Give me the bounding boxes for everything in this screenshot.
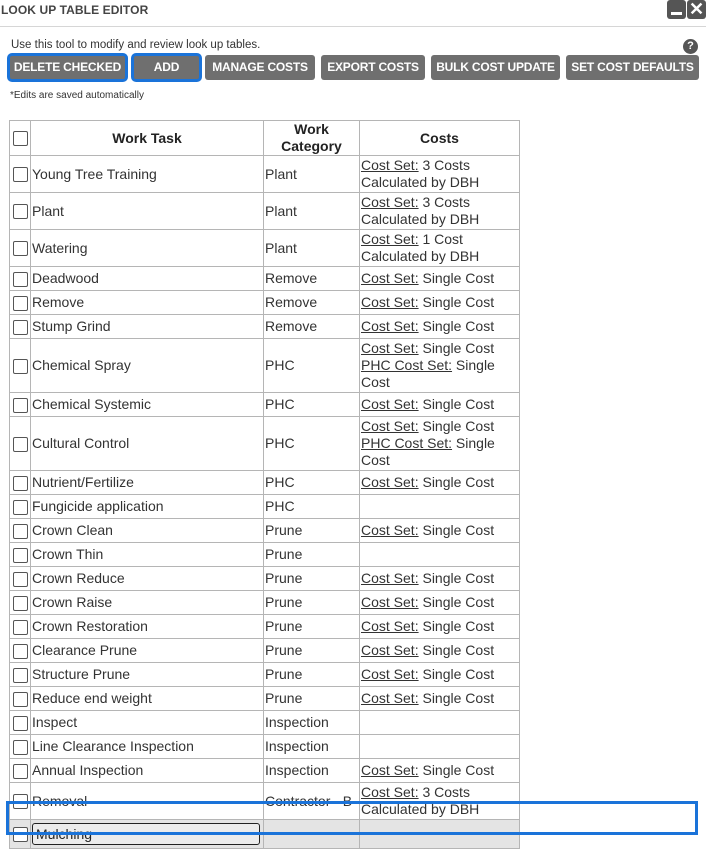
row-checkbox[interactable]	[13, 167, 28, 182]
work-task-cell[interactable]: Deadwood	[31, 267, 264, 291]
work-category-cell[interactable]: Plant	[264, 193, 360, 230]
manage-costs-button[interactable]: MANAGE COSTS	[205, 55, 315, 80]
window-title: LOOK UP TABLE EDITOR	[1, 3, 149, 17]
table-row	[10, 543, 520, 567]
table-row	[10, 193, 520, 230]
work-task-cell[interactable]: Structure Prune	[31, 663, 264, 687]
costs-cell	[360, 735, 520, 759]
checkbox-cell	[10, 687, 31, 711]
cost-set-link[interactable]: Cost Set:	[361, 762, 419, 778]
delete-checked-button[interactable]: DELETE CHECKED	[9, 55, 126, 80]
cost-set-link[interactable]: Cost Set:	[361, 690, 419, 706]
cost-set-link[interactable]: Cost Set:	[361, 318, 419, 334]
phc-cost-set-link[interactable]: PHC Cost Set:	[361, 357, 453, 373]
costs-cell	[360, 567, 520, 591]
cost-value: Single Cost	[422, 418, 495, 434]
costs-cell	[360, 193, 520, 230]
row-checkbox[interactable]	[13, 204, 28, 219]
select-all-checkbox[interactable]	[13, 131, 28, 146]
costs-cell	[360, 156, 520, 193]
checkbox-cell	[10, 230, 31, 267]
work-task-cell[interactable]: Removal	[31, 783, 264, 820]
cost-set-link[interactable]: Cost Set:	[361, 294, 419, 310]
table-row	[10, 267, 520, 291]
table-row	[10, 687, 520, 711]
work-task-cell[interactable]: Watering	[31, 230, 264, 267]
costs-cell	[360, 711, 520, 735]
close-icon[interactable]: ✕	[688, 0, 705, 19]
checkbox-cell	[10, 820, 31, 849]
row-checkbox[interactable]	[13, 716, 28, 731]
checkbox-cell	[10, 339, 31, 393]
cost-value: Single Cost	[422, 690, 495, 706]
table-row	[10, 711, 520, 735]
title-bar	[0, 0, 706, 27]
cost-value: 1 Cost Calculated by DBH	[361, 231, 480, 264]
costs-cell	[360, 519, 520, 543]
cost-value: 3 Costs Calculated by DBH	[361, 157, 480, 190]
costs-cell	[360, 783, 520, 820]
row-checkbox[interactable]	[13, 620, 28, 635]
cost-value: Single Cost	[422, 294, 495, 310]
phc-cost-set-link[interactable]: PHC Cost Set:	[361, 435, 453, 451]
checkbox-cell	[10, 315, 31, 339]
new-cost-cell	[360, 820, 520, 849]
row-checkbox[interactable]	[13, 398, 28, 413]
work-task-cell[interactable]: Remove	[31, 291, 264, 315]
phc-cost-value: Single Cost	[361, 435, 495, 468]
table-row	[10, 639, 520, 663]
row-checkbox[interactable]	[13, 476, 28, 491]
table-row	[10, 663, 520, 687]
cost-value: Single Cost	[422, 594, 495, 610]
work-category-cell[interactable]: Prune	[264, 687, 360, 711]
cost-set-link[interactable]: Cost Set:	[361, 194, 419, 210]
cost-set-link[interactable]: Cost Set:	[361, 340, 419, 356]
work-task-cell[interactable]: Crown Restoration	[31, 615, 264, 639]
cost-set-link[interactable]: Cost Set:	[361, 396, 419, 412]
row-checkbox[interactable]	[13, 241, 28, 256]
table-row	[10, 339, 520, 393]
costs-cell	[360, 230, 520, 267]
cost-value: Single Cost	[422, 570, 495, 586]
table-row	[10, 315, 520, 339]
table-row	[10, 417, 520, 471]
work-task-cell[interactable]: Crown Raise	[31, 591, 264, 615]
set-cost-defaults-button[interactable]: SET COST DEFAULTS	[566, 55, 699, 80]
table-row	[10, 615, 520, 639]
work-category-cell[interactable]: Prune	[264, 567, 360, 591]
checkbox-cell	[10, 156, 31, 193]
costs-cell	[360, 663, 520, 687]
export-costs-button[interactable]: EXPORT COSTS	[321, 55, 425, 80]
cost-set-link[interactable]: Cost Set:	[361, 474, 419, 490]
cost-set-link[interactable]: Cost Set:	[361, 570, 419, 586]
work-category-cell[interactable]: Remove	[264, 315, 360, 339]
row-checkbox[interactable]	[13, 827, 28, 842]
checkbox-cell	[10, 543, 31, 567]
checkbox-cell	[10, 591, 31, 615]
work-task-cell[interactable]: Crown Thin	[31, 543, 264, 567]
row-checkbox[interactable]	[13, 296, 28, 311]
table-row	[10, 735, 520, 759]
checkbox-cell	[10, 639, 31, 663]
cost-value: 3 Costs Calculated by DBH	[361, 784, 480, 817]
work-task-cell[interactable]: Clearance Prune	[31, 639, 264, 663]
cost-value: Single Cost	[422, 396, 495, 412]
costs-cell	[360, 759, 520, 783]
row-checkbox[interactable]	[13, 644, 28, 659]
table-row	[10, 291, 520, 315]
add-button[interactable]: ADD	[133, 55, 200, 80]
table-row	[10, 156, 520, 193]
row-checkbox[interactable]	[13, 596, 28, 611]
cost-value: 3 Costs Calculated by DBH	[361, 194, 480, 227]
work-task-cell[interactable]: Crown Clean	[31, 519, 264, 543]
work-task-cell[interactable]: Stump Grind	[31, 315, 264, 339]
row-checkbox[interactable]	[13, 692, 28, 707]
work-task-cell[interactable]: Cultural Control	[31, 417, 264, 471]
row-checkbox[interactable]	[13, 764, 28, 779]
checkbox-cell	[10, 711, 31, 735]
row-checkbox[interactable]	[13, 794, 28, 809]
checkbox-cell	[10, 519, 31, 543]
cost-set-link[interactable]: Cost Set:	[361, 522, 419, 538]
autosave-note: *Edits are saved automatically	[10, 90, 144, 101]
work-task-cell[interactable]: Chemical Spray	[31, 339, 264, 393]
cost-set-link[interactable]: Cost Set:	[361, 418, 419, 434]
select-all-cell	[10, 121, 31, 156]
table-row	[10, 783, 520, 820]
costs-cell	[360, 417, 520, 471]
work-category-cell[interactable]: Contractor - B	[264, 783, 360, 820]
work-task-cell[interactable]: Reduce end weight	[31, 687, 264, 711]
work-task-cell[interactable]: Plant	[31, 193, 264, 230]
work-category-cell[interactable]: Remove	[264, 267, 360, 291]
work-category-cell[interactable]: Prune	[264, 615, 360, 639]
minimize-icon[interactable]	[667, 0, 686, 19]
table-row	[10, 519, 520, 543]
cost-value: Single Cost	[422, 474, 495, 490]
cost-value: Single Cost	[422, 522, 495, 538]
costs-cell	[360, 267, 520, 291]
cost-value: Single Cost	[422, 762, 495, 778]
costs-cell	[360, 471, 520, 495]
checkbox-cell	[10, 663, 31, 687]
cost-set-link[interactable]: Cost Set:	[361, 618, 419, 634]
work-category-cell[interactable]: PHC	[264, 393, 360, 417]
intro-text: Use this tool to modify and review look up tables.	[11, 39, 261, 51]
table-row	[10, 567, 520, 591]
row-checkbox[interactable]	[13, 548, 28, 563]
work-task-cell[interactable]: Nutrient/Fertilize	[31, 471, 264, 495]
costs-cell	[360, 495, 520, 519]
new-task-input[interactable]	[32, 823, 260, 845]
cost-set-link[interactable]: Cost Set:	[361, 666, 419, 682]
work-category-cell[interactable]: Prune	[264, 591, 360, 615]
table-header-row	[10, 121, 520, 156]
costs-cell	[360, 615, 520, 639]
checkbox-cell	[10, 735, 31, 759]
cost-set-link[interactable]: Cost Set:	[361, 642, 419, 658]
cost-set-link[interactable]: Cost Set:	[361, 270, 419, 286]
costs-cell	[360, 291, 520, 315]
row-checkbox[interactable]	[13, 668, 28, 683]
phc-cost-value: Single Cost	[361, 357, 495, 390]
costs-cell	[360, 393, 520, 417]
new-category-cell[interactable]	[264, 820, 360, 849]
checkbox-cell	[10, 393, 31, 417]
costs-cell	[360, 591, 520, 615]
new-task-cell	[31, 820, 264, 849]
row-checkbox[interactable]	[13, 272, 28, 287]
checkbox-cell	[10, 615, 31, 639]
cost-set-link[interactable]: Cost Set:	[361, 784, 419, 800]
bulk-cost-update-button[interactable]: BULK COST UPDATE	[431, 55, 560, 80]
cost-set-link[interactable]: Cost Set:	[361, 231, 419, 247]
lookup-table	[9, 120, 520, 849]
row-checkbox[interactable]	[13, 740, 28, 755]
costs-cell	[360, 339, 520, 393]
work-category-cell[interactable]: PHC	[264, 471, 360, 495]
row-checkbox[interactable]	[13, 320, 28, 335]
work-category-cell[interactable]: PHC	[264, 495, 360, 519]
cost-value: Single Cost	[422, 340, 495, 356]
cost-value: Single Cost	[422, 318, 495, 334]
checkbox-cell	[10, 193, 31, 230]
work-task-cell[interactable]: Inspect	[31, 711, 264, 735]
row-checkbox[interactable]	[13, 500, 28, 515]
work-task-cell[interactable]: Annual Inspection	[31, 759, 264, 783]
cost-value: Single Cost	[422, 642, 495, 658]
costs-cell	[360, 687, 520, 711]
work-category-cell[interactable]: PHC	[264, 417, 360, 471]
checkbox-cell	[10, 495, 31, 519]
table-row	[10, 230, 520, 267]
checkbox-cell	[10, 783, 31, 820]
work-task-cell[interactable]: Line Clearance Inspection	[31, 735, 264, 759]
row-checkbox[interactable]	[13, 437, 28, 452]
work-task-header[interactable]: Work Task	[31, 121, 264, 156]
row-checkbox[interactable]	[13, 524, 28, 539]
work-category-cell[interactable]: Inspection	[264, 711, 360, 735]
work-category-cell[interactable]: Prune	[264, 543, 360, 567]
costs-cell	[360, 543, 520, 567]
checkbox-cell	[10, 471, 31, 495]
costs-cell	[360, 315, 520, 339]
work-task-cell[interactable]: Young Tree Training	[31, 156, 264, 193]
table-row	[10, 495, 520, 519]
work-category-cell[interactable]: Remove	[264, 291, 360, 315]
cost-value: Single Cost	[422, 618, 495, 634]
cost-value: Single Cost	[422, 270, 495, 286]
costs-cell	[360, 639, 520, 663]
work-category-cell[interactable]: Prune	[264, 663, 360, 687]
cost-set-link[interactable]: Cost Set:	[361, 157, 419, 173]
work-task-cell[interactable]: Fungicide application	[31, 495, 264, 519]
work-task-cell[interactable]: Crown Reduce	[31, 567, 264, 591]
work-category-cell[interactable]: Prune	[264, 519, 360, 543]
table-row	[10, 591, 520, 615]
row-checkbox[interactable]	[13, 572, 28, 587]
work-category-cell[interactable]: Inspection	[264, 735, 360, 759]
work-category-header[interactable]: Work Category	[264, 121, 360, 156]
table-row	[10, 759, 520, 783]
work-task-cell[interactable]: Chemical Systemic	[31, 393, 264, 417]
work-category-cell[interactable]: Inspection	[264, 759, 360, 783]
work-category-cell[interactable]: PHC	[264, 339, 360, 393]
help-icon[interactable]: ?	[683, 39, 698, 54]
work-category-cell[interactable]: Plant	[264, 230, 360, 267]
costs-header[interactable]: Costs	[360, 121, 520, 156]
checkbox-cell	[10, 417, 31, 471]
checkbox-cell	[10, 759, 31, 783]
table-row	[10, 471, 520, 495]
checkbox-cell	[10, 567, 31, 591]
row-checkbox[interactable]	[13, 359, 28, 374]
table-row	[10, 393, 520, 417]
cost-set-link[interactable]: Cost Set:	[361, 594, 419, 610]
work-category-cell[interactable]: Plant	[264, 156, 360, 193]
checkbox-cell	[10, 267, 31, 291]
checkbox-cell	[10, 291, 31, 315]
new-row	[10, 820, 520, 849]
work-category-cell[interactable]: Prune	[264, 639, 360, 663]
cost-value: Single Cost	[422, 666, 495, 682]
